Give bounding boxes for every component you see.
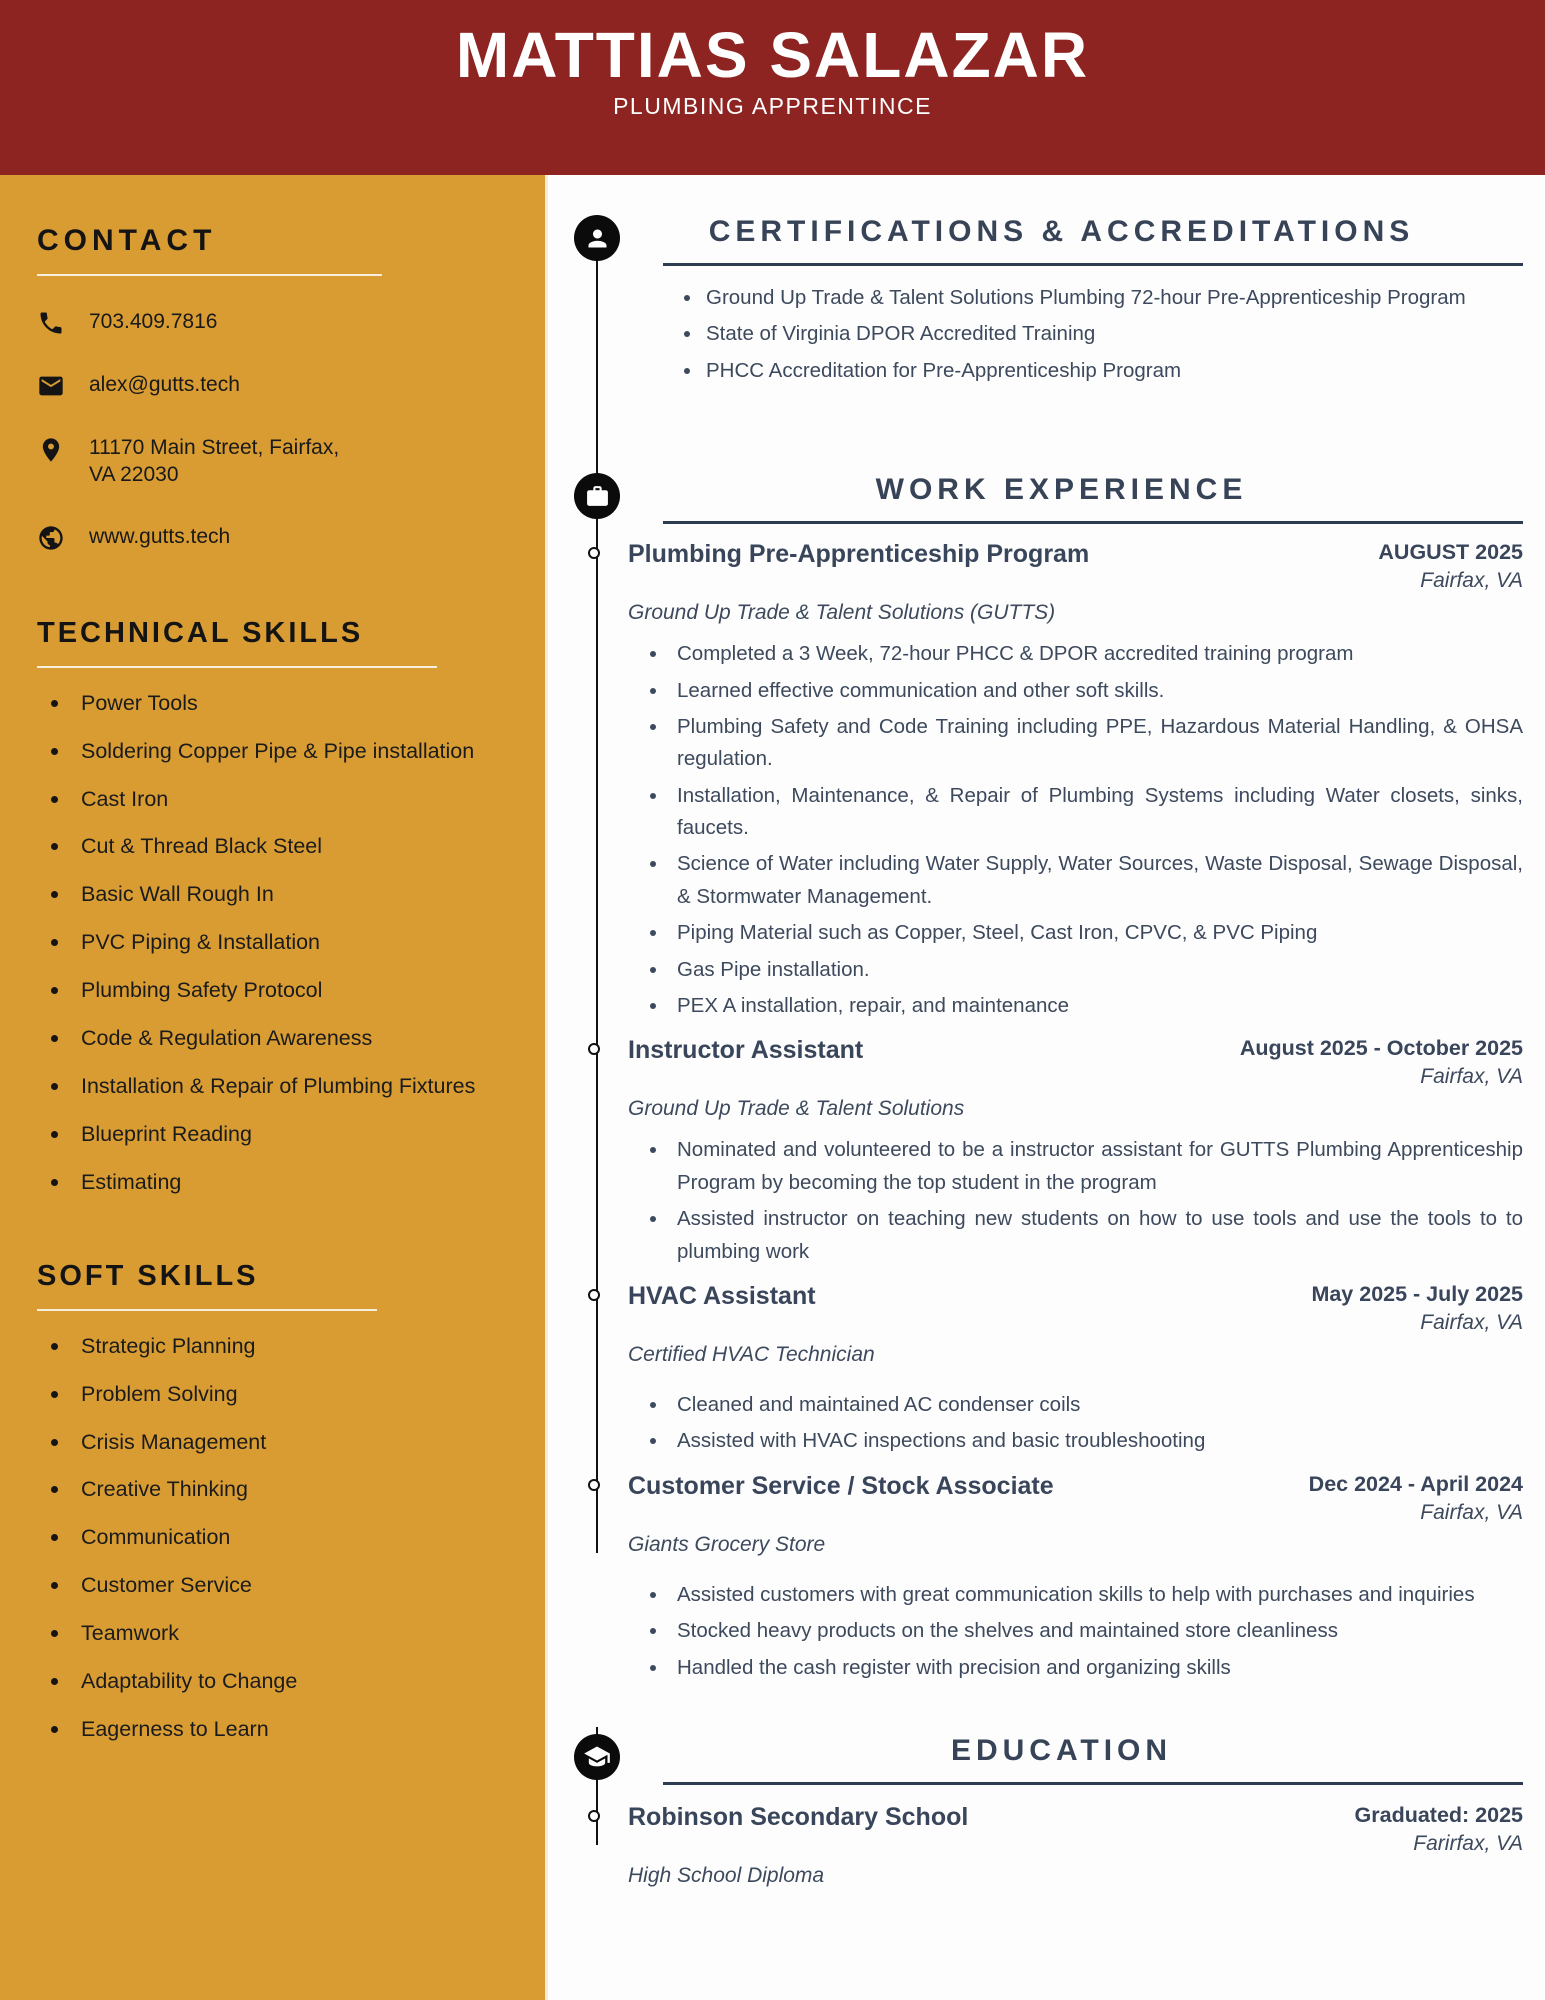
contact-divider	[37, 274, 382, 276]
contact-phone: 703.409.7816	[89, 309, 218, 333]
skill-item: Cut & Thread Black Steel	[45, 833, 511, 860]
job-title: Plumbing Pre-Apprenticeship Program	[628, 540, 1090, 569]
skill-item: Communication	[45, 1524, 511, 1551]
job-title: Instructor Assistant	[628, 1036, 864, 1065]
education-divider	[663, 1782, 1523, 1785]
job-title: Customer Service / Stock Associate	[628, 1471, 1054, 1500]
job-list	[600, 540, 1523, 1684]
section-education	[600, 1734, 1523, 1888]
timeline-node	[588, 1043, 600, 1055]
soft-skills-divider	[37, 1309, 377, 1311]
job-bullet: Piping Material such as Copper, Steel, Cast Iron, CPVC, & PVC Piping	[648, 917, 1523, 949]
job-bullet: Science of Water including Water Supply, Water Sources, Waste Disposal, Sewage Disposal, & Stormwater Management.	[648, 848, 1523, 913]
main-column	[551, 175, 1545, 1888]
job-bullet-list	[648, 1389, 1523, 1458]
skill-item: Problem Solving	[45, 1381, 511, 1408]
contact-email: alex@gutts.tech	[89, 372, 240, 396]
timeline-node	[588, 547, 600, 559]
job-bullet: Gas Pipe installation.	[648, 954, 1523, 986]
job-location: Fairfax, VA	[1420, 568, 1523, 592]
education-location: Farirfax, VA	[1413, 1831, 1523, 1855]
job-location: Fairfax, VA	[1420, 1500, 1523, 1524]
person-name: MATTIAS SALAZAR	[455, 19, 1090, 91]
job-bullet: Plumbing Safety and Code Training including PPE, Hazardous Material Handling, & OHSA regulation.	[648, 711, 1523, 776]
certification-item: Ground Up Trade & Talent Solutions Plumbing 72-hour Pre-Apprenticeship Program	[682, 282, 1523, 314]
contact-row-phone	[37, 308, 511, 337]
education-heading: EDUCATION	[950, 1734, 1173, 1767]
job-bullet-list	[648, 638, 1523, 1022]
job-company: Ground Up Trade & Talent Solutions	[628, 1097, 965, 1121]
person-role: PLUMBING APPRENTINCE	[613, 93, 932, 120]
certifications-list	[682, 282, 1523, 387]
timeline-node	[588, 1479, 600, 1491]
job-bullet: PEX A installation, repair, and maintenance	[648, 990, 1523, 1022]
education-entry	[600, 1803, 1523, 1888]
job-entry	[600, 540, 1523, 1022]
contact-address-line1: 11170 Main Street, Fairfax,	[89, 435, 340, 459]
soft-skills-heading: SOFT SKILLS	[37, 1260, 259, 1293]
job-bullet-list	[648, 1134, 1523, 1268]
job-title: HVAC Assistant	[628, 1281, 816, 1310]
job-bullet: Stocked heavy products on the shelves and maintained store cleanliness	[648, 1615, 1523, 1647]
soft-skills-list	[45, 1333, 511, 1743]
skill-item: Strategic Planning	[45, 1333, 511, 1360]
contact-list	[37, 308, 511, 553]
job-entry	[600, 1472, 1523, 1684]
job-company: Certified HVAC Technician	[628, 1342, 875, 1366]
technical-skills-heading: TECHNICAL SKILLS	[37, 617, 364, 650]
timeline-node	[588, 1810, 600, 1822]
location-pin-icon	[37, 435, 67, 465]
timeline-line	[596, 245, 598, 1553]
briefcase-icon	[574, 473, 620, 519]
education-school: Robinson Secondary School	[628, 1803, 969, 1831]
contact-row-website	[37, 523, 511, 552]
job-company: Giants Grocery Store	[628, 1532, 826, 1556]
job-date: May 2025 - July 2025	[1311, 1281, 1523, 1306]
job-date: Dec 2024 - April 2024	[1308, 1471, 1523, 1496]
job-bullet: Handled the cash register with precision and organizing skills	[648, 1652, 1523, 1684]
education-degree: High School Diploma	[628, 1863, 825, 1887]
skill-item: Adaptability to Change	[45, 1668, 511, 1695]
skill-item: Plumbing Safety Protocol	[45, 977, 511, 1004]
skill-item: Code & Regulation Awareness	[45, 1025, 511, 1052]
skill-item: PVC Piping & Installation	[45, 929, 511, 956]
skill-item: Estimating	[45, 1169, 511, 1196]
skill-item: Basic Wall Rough In	[45, 881, 511, 908]
person-icon	[574, 215, 620, 261]
contact-row-email	[37, 371, 511, 400]
contact-address	[89, 434, 339, 490]
technical-skills-list	[45, 690, 511, 1196]
skill-item: Teamwork	[45, 1620, 511, 1647]
job-bullet-list	[648, 1579, 1523, 1684]
job-company: Ground Up Trade & Talent Solutions (GUTTS)	[628, 601, 1056, 625]
job-bullet: Assisted with HVAC inspections and basic troubleshooting	[648, 1425, 1523, 1457]
job-entry	[600, 1282, 1523, 1458]
skill-item: Creative Thinking	[45, 1476, 511, 1503]
technical-skills-divider	[37, 666, 437, 668]
contact-address-line2: VA 22030	[89, 463, 179, 487]
header-banner	[0, 0, 1545, 175]
section-work-experience	[600, 473, 1523, 1684]
skill-item: Eagerness to Learn	[45, 1716, 511, 1743]
contact-website: www.gutts.tech	[89, 525, 231, 549]
sidebar	[0, 175, 548, 2000]
graduation-cap-icon	[574, 1734, 620, 1780]
certification-item: State of Virginia DPOR Accredited Training	[682, 318, 1523, 350]
skill-item: Installation & Repair of Plumbing Fixtures	[45, 1073, 511, 1100]
certification-item: PHCC Accreditation for Pre-Apprenticeship Program	[682, 355, 1523, 387]
job-bullet: Installation, Maintenance, & Repair of Plumbing Systems including Water closets, sinks, faucets.	[648, 780, 1523, 845]
job-location: Fairfax, VA	[1420, 1310, 1523, 1334]
skill-item: Power Tools	[45, 690, 511, 717]
work-experience-divider	[663, 521, 1523, 524]
envelope-icon	[37, 372, 67, 400]
job-bullet: Assisted instructor on teaching new students on how to use tools and use the tools to to plumbing work	[648, 1203, 1523, 1268]
job-date: August 2025 - October 2025	[1239, 1036, 1523, 1061]
skill-item: Soldering Copper Pipe & Pipe installation	[45, 738, 511, 765]
skill-item: Cast Iron	[45, 786, 511, 813]
job-bullet: Nominated and volunteered to be a instructor assistant for GUTTS Plumbing Apprenticeship Program by becoming the top student in the program	[648, 1134, 1523, 1199]
timeline-node	[588, 1289, 600, 1301]
contact-heading: CONTACT	[37, 224, 217, 257]
work-experience-heading: WORK EXPERIENCE	[875, 473, 1248, 507]
globe-icon	[37, 524, 67, 552]
job-bullet: Learned effective communication and other soft skills.	[648, 675, 1523, 707]
education-date: Graduated: 2025	[1354, 1803, 1523, 1827]
skill-item: Blueprint Reading	[45, 1121, 511, 1148]
contact-row-address	[37, 434, 511, 490]
certifications-heading: CERTIFICATIONS & ACCREDITATIONS	[708, 215, 1415, 248]
job-bullet: Completed a 3 Week, 72-hour PHCC & DPOR accredited training program	[648, 638, 1523, 670]
certifications-divider	[663, 263, 1523, 266]
phone-icon	[37, 309, 67, 337]
job-location: Fairfax, VA	[1420, 1065, 1523, 1089]
skill-item: Crisis Management	[45, 1429, 511, 1456]
job-date: AUGUST 2025	[1378, 540, 1523, 565]
section-certifications	[600, 215, 1523, 387]
job-entry	[600, 1036, 1523, 1268]
job-bullet: Assisted customers with great communication skills to help with purchases and inquiries	[648, 1579, 1523, 1611]
skill-item: Customer Service	[45, 1572, 511, 1599]
job-bullet: Cleaned and maintained AC condenser coils	[648, 1389, 1523, 1421]
